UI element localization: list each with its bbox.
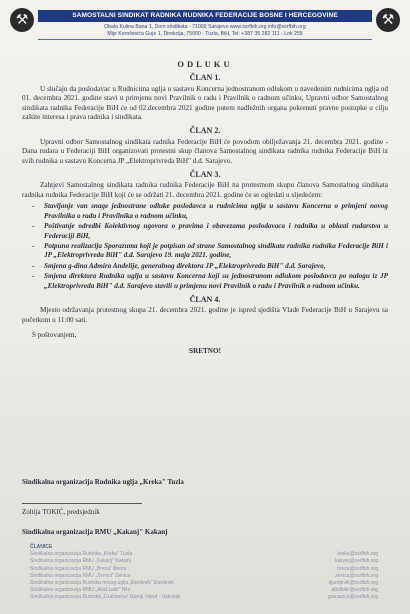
- member-name: Sindikalna organizacija RMU „Abid Lolić" Bila: [30, 587, 131, 594]
- clan-3-heading: ČLAN 3.: [189, 170, 221, 180]
- member-row: [30, 594, 378, 601]
- member-email: kreka@ssrfbih.org: [337, 551, 378, 558]
- demand-item: - Poštivanje odredbi Kolektivnog ugovora o pravima i obavezama poslodavaca i radnika u oblasti rudarstva u Federaciji BiH,: [44, 222, 388, 241]
- demand-item: - Smjena direktora Rudnika uglja u sastavu Koncerna koji su jednostranom odlukom poslodavca po nalogu iz JP „Elektroprivreda BiH" d.d. Sarajevo stavili u primjenu novi Pravilnik o radu i Pravilnik o radnom učinku.: [44, 272, 388, 291]
- member-row: [30, 566, 378, 573]
- clan-1-heading: ČLAN 1.: [189, 73, 221, 83]
- members-header: ČLANICE: [30, 544, 53, 550]
- greeting: S poštovanjem,: [32, 331, 77, 340]
- organization-name: SAMOSTALNI SINDIKAT RADNIKA RUDNIKA FEDERACIJE BOSNE I HERCEGOVINE: [38, 10, 372, 22]
- member-row: [30, 573, 378, 580]
- header-divider: [38, 39, 372, 40]
- address-line-2: Mije Keroševića Guje 1, Direkcija, 75000 - Tuzla, BiH, Tel: +387 35 282 111 - Lok 255: [107, 31, 303, 37]
- signature-block-1: [22, 478, 388, 486]
- member-name: Sindikalna organizacija Rudnika mrkog uglja „Đurđevik" Đurđevik: [30, 580, 174, 587]
- member-email: breza@ssrfbih.org: [337, 565, 378, 572]
- signature-block-2: [22, 528, 388, 536]
- clan-4-heading: ČLAN 4.: [189, 294, 221, 304]
- member-row: [30, 587, 378, 594]
- member-row: [30, 580, 378, 587]
- member-email: zenica@ssrfbih.org: [335, 572, 378, 579]
- member-email: djurdjevik@ssrfbih.org: [328, 580, 378, 587]
- member-email: abidlolic@ssrfbih.org: [331, 587, 378, 594]
- member-name: Sindikalna organizacija RMU „Kakanj" Kakanj: [30, 558, 131, 565]
- clan-3-text: Zahtjevi Samostalnog sindikata radnika rudnika Federacije BiH na protestnom skupu članova Samostalnog sindikata radnika rudnika Federacije BiH koji će se održati 21. decembra 2021. godine će se ogledati u sljedećem:: [22, 181, 388, 199]
- hammer-pick-logo-left-icon: ⚒: [10, 8, 34, 32]
- hammer-pick-logo-right-icon: ⚒: [376, 8, 400, 32]
- member-row: [30, 558, 378, 565]
- letterhead: [8, 4, 402, 44]
- member-email: gracanica@ssrfbih.org: [327, 594, 378, 601]
- address-line-1: Obala Kulina Bana 1, Dom sindikata - 71000 Sarajevo www.ssrfbih.org info@ssrfbih.org: [104, 24, 306, 30]
- demands-list: [22, 202, 388, 291]
- demand-item: - Smjena g-dina Admira Andelije, generalnog direktora JP „Elektroprivreda BiH" d.d. Sarajevo,: [44, 262, 388, 271]
- member-name: Sindikalna organizacija Rudnika „Kreka" Tuzla: [30, 551, 133, 558]
- clan-2-text: Upravni odbor Samostalnog sindikata radnika Federacije BiH će povodom obilježavanja 21. decembra 2021. godine - Dana rudara u Federaciji BiH organizovati protestni skup članova Samostalnog sindikata radnika rudnika Federacije BiH iz svih rudnika u sastavu Koncerna JP „Elektroprivreda BiH" d.d. Sarajevo.: [22, 137, 388, 165]
- demand-item: - Stavljanje van snage jednostrane odluke poslodavca u rudnicima uglja u sastavu Koncerna o primjeni novog Pravilnika o radu i Pravilnika o radnom učinku,: [44, 202, 388, 221]
- member-name: Sindikalna organizacija RMU „Zenica" Zenica: [30, 572, 131, 579]
- member-email: kakanj@ssrfbih.org: [335, 558, 378, 565]
- clan-1-text: U slučaju da poslodavac u Rudnicima uglja u sastavu Koncerna jednostranom odlukom u navedenim rudnicima uglja od 01. decembra 2021. godine stavi u primjenu novi Pravilnik o radu i Pravilnik o radnom učinku, Upravni odbor Samostalnog sindikata radnika Federacije BiH će od 02.decembra 2021 godine putem nadležnih organa pokrenuti pravne postupke u cilju zaštite interesa i prava radnika i sindikata.: [22, 84, 388, 122]
- member-name: Sindikalna organizacija RMU „Breza" Breza: [30, 565, 127, 572]
- signature-person-1: [22, 508, 388, 516]
- demand-item: - Potpuna realizacija Sporazuma koji je potpisan od strane Samostalnog sindikata radnika rudnika Federacije BiH i JP „Elektroprivreda BiH" d.d. Sarajevo 19. maja 2021. godine,: [44, 242, 388, 261]
- document-title: ODLUKU: [177, 59, 233, 69]
- signature-org-1: Sindikalna organizacija Rudnika uglja „Kreka" Tuzla: [22, 478, 184, 486]
- member-name: Sindikalna organizacija Rudnika „Gračanica" Gornji Vakuf - Uskoplje: [30, 594, 181, 601]
- signature-line: [22, 503, 142, 504]
- signatory-name: Zoltija TOKIĆ, predsjednik: [22, 508, 100, 516]
- member-row: [30, 551, 378, 558]
- signature-org-2: Sindikalna organizacija RMU „Kakanj" Kakanj: [22, 528, 168, 536]
- clan-2-heading: ČLAN 2.: [189, 126, 221, 136]
- document-body: [22, 46, 388, 360]
- closing: SRETNO!: [189, 346, 221, 355]
- clan-4-text: Mjesto održavanja protestnog skupa 21. decembra 2021. godine je ispred sjedišta Vlade Federacije BiH u Sarajevu sa početkom u 11:00 sati.: [22, 306, 388, 324]
- member-organizations: [30, 544, 378, 612]
